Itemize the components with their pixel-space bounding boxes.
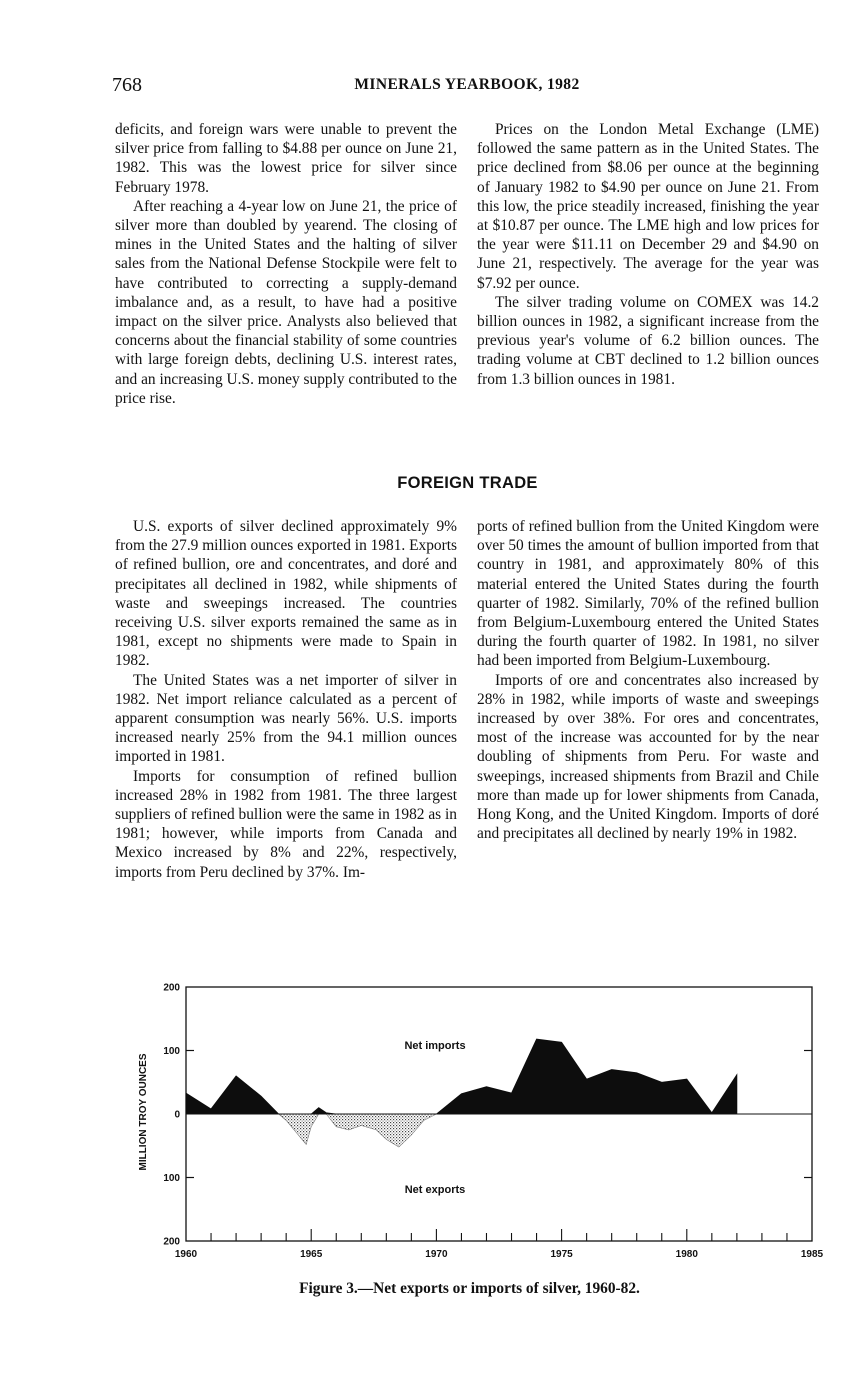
x-tick-label: 1975	[550, 1249, 573, 1260]
paragraph: After reaching a 4-year low on June 21, the price of silver more than doubled by yearend. The closing of mines in the United States and the halting of silver sales from the National Defense Stockpile were felt to have contributed to correcting a supply-demand imbalance and, as a result, to have had a positive impact on the silver price. Analysts also believed that concerns about the financial stability of some countries with large foreign debts, declining U.S. interest rates, and an increasing U.S. money supply contributed to the price rise.	[115, 197, 457, 407]
paragraph: Imports of ore and concentrates also increased by 28% in 1982, while imports of waste and sweepings increased by over 38%. For ores and concentrates, most of the increase was accounted for by the near doubling of shipments from Peru. For waste and sweepings, increased shipments from Brazil and Chile more than made up for lower shipments from Canada, Hong Kong, and the United Kingdom. Imports of doré and precipitates all declined by nearly 19% in 1982.	[477, 671, 819, 843]
series-net-exports-area	[186, 1114, 737, 1147]
paragraph: Imports for consumption of refined bullion increased 28% in 1982 from 1981. The three largest suppliers of refined bullion were the same in 1982 as in 1981; however, while imports from Canada and Mexico increased by 8% and 22%, respectively, imports from Peru declined by 37%. Im-	[115, 767, 457, 881]
annotation-net-exports: Net exports	[404, 1184, 466, 1196]
y-tick-label: 200	[163, 982, 180, 994]
y-tick-label: 100	[163, 1173, 180, 1184]
paragraph: ports of refined bullion from the United Kingdom were over 50 times the amount of bullion imported from that country in 1981, and approximately 80% of this material entered the United States during the fourth quarter of 1982. Similarly, 70% of the refined bullion from Belgium-Luxembourg entered the United States during the fourth quarter of 1982. In 1981, no silver had been imported from Belgium-Luxembourg.	[477, 518, 819, 670]
text-column-4	[477, 517, 819, 843]
text-column-3	[115, 517, 457, 882]
y-tick-label: 100	[163, 1046, 180, 1057]
paragraph: The silver trading volume on COMEX was 14.2 billion ounces in 1982, a significant increase from the previous year's volume of 6.2 billion ounces. The trading volume at CBT declined to 1.2 billion ounces from 1.3 billion ounces in 1981.	[477, 293, 819, 388]
y-tick-label: 200	[163, 1236, 180, 1248]
x-tick-label: 1970	[425, 1249, 448, 1260]
x-tick-label: 1985	[800, 1249, 824, 1260]
text-column-2	[477, 120, 819, 389]
y-tick-label: 0	[174, 1109, 180, 1121]
figure-caption: Figure 3.—Net exports or imports of silver, 1960-82.	[299, 1280, 640, 1297]
page-number: 768	[112, 74, 142, 96]
paragraph: Prices on the London Metal Exchange (LME) followed the same pattern as in the United States. The price declined from $8.06 per ounce at the beginning of January 1982 to $4.90 per ounce on June 21. From this low, the price steadily increased, finishing the year at $10.87 per ounce. The LME high and low prices for the year were $11.11 on December 29 and $4.90 on June 21, respectively. The average for the year was $7.92 per ounce.	[477, 121, 819, 292]
silver-trade-chart	[120, 975, 830, 1270]
annotation-net-imports: Net imports	[404, 1040, 466, 1052]
section-heading: FOREIGN TRADE	[397, 474, 538, 492]
y-axis-label: MILLION TROY OUNCES	[138, 1053, 149, 1171]
text-column-1	[115, 120, 457, 408]
x-tick-label: 1965	[300, 1249, 323, 1260]
paragraph: deficits, and foreign wars were unable to prevent the silver price from falling to $4.88 per ounce on June 21, 1982. This was the lowest price for silver since February 1978.	[115, 121, 457, 196]
paragraph: U.S. exports of silver declined approximately 9% from the 27.9 million ounces exported in 1981. Exports of refined bullion, ore and concentrates, and doré and precipitates all declined in 1982, while shipments of waste and sweepings increased. The countries receiving U.S. silver exports remained the same as in 1981, except no shipments were made to Spain in 1982.	[115, 518, 457, 670]
x-tick-label: 1980	[675, 1249, 698, 1260]
page-header	[112, 74, 822, 98]
running-title: MINERALS YEARBOOK, 1982	[354, 76, 580, 93]
x-tick-label: 1960	[174, 1249, 198, 1260]
paragraph: The United States was a net importer of silver in 1982. Net import reliance calculated as a percent of apparent consumption was nearly 56%. U.S. imports increased nearly 25% from the 94.1 million ounces imported in 1981.	[115, 671, 457, 766]
